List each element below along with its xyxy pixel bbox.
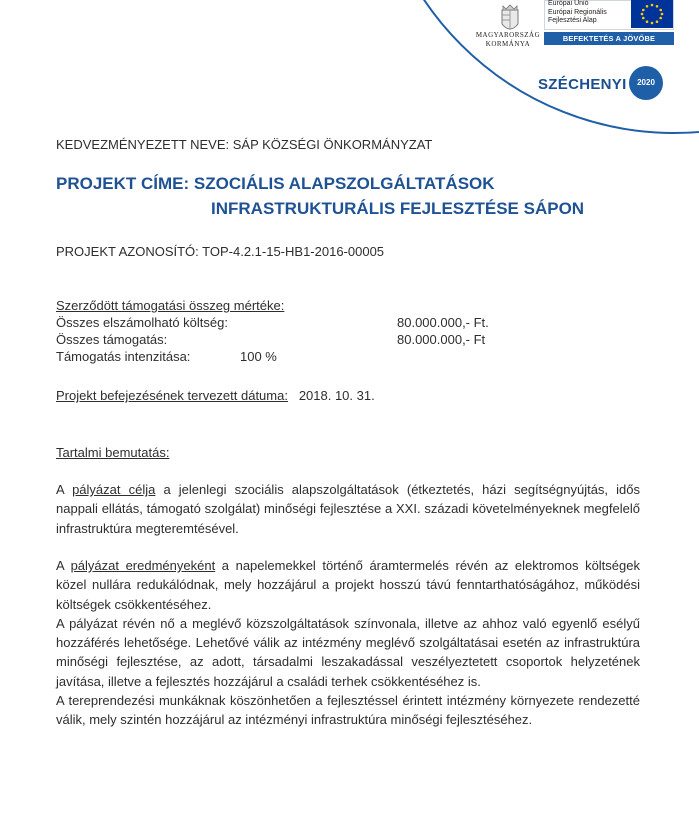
eu-logo-text xyxy=(548,0,630,26)
completion-label: Projekt befejezésének tervezett dátuma: xyxy=(56,388,288,403)
eu-line-1: Európai Unió xyxy=(548,0,589,7)
project-title-line-1: PROJEKT CÍME: SZOCIÁLIS ALAPSZOLGÁLTATÁSOK xyxy=(56,174,495,193)
szechenyi-logo-text: SZÉCHENYI xyxy=(538,76,627,93)
intensity-value: 100 % xyxy=(240,349,277,364)
p1-lead: A xyxy=(56,482,64,497)
p2-body: a napelemekkel történő áramtermelés révén az elektromos költségek közel nullára redukálódnak, mely hozzájárul a projekt hosszú távú fenntarthatóságához, működési költségek csökkentéséhez. xyxy=(56,558,640,612)
project-title-line-2: INFRASTRUKTURÁLIS FEJLESZTÉSE SÁPON xyxy=(211,199,585,218)
p2-underlined: pályázat eredményeként xyxy=(70,558,216,573)
eu-banner: BEFEKTETÉS A JÖVŐBE xyxy=(544,32,674,45)
completion-date: 2018. 10. 31. xyxy=(298,388,375,403)
beneficiary-name: KEDVEZMÉNYEZETT NEVE: SÁP KÖZSÉGI ÖNKORMÁNYZAT xyxy=(56,137,433,152)
paragraph-landscaping: A tereprendezési munkáknak köszönhetően a fejlesztéssel érintett intézmény környezete rendezetté válik, mely szintén hozzájárul az intézményi infrastruktúra minőségi fejlesztéséhez. xyxy=(56,693,640,728)
total-support-value: 80.000.000,- Ft xyxy=(397,332,486,347)
eu-flag-icon xyxy=(631,0,673,28)
completion-row xyxy=(56,387,375,404)
p1-underlined: pályázat célja xyxy=(72,482,156,497)
total-cost-label: Összes elszámolható költség: xyxy=(56,315,228,330)
funding-heading: Szerződött támogatási összeg mértéke: xyxy=(56,298,285,313)
hungarian-government-logo-text xyxy=(468,31,548,49)
total-cost-value: 80.000.000,- Ft. xyxy=(397,315,489,330)
total-support-label: Összes támogatás: xyxy=(56,332,168,347)
project-title xyxy=(56,171,656,221)
eu-line-3: Fejlesztési Alap xyxy=(548,17,597,25)
funding-section xyxy=(0,297,699,367)
paragraph-goal xyxy=(56,480,640,538)
intensity-label: Támogatás intenzitása: xyxy=(56,349,191,364)
project-identifier: PROJEKT AZONOSÍTÓ: TOP-4.2.1-15-HB1-2016-00005 xyxy=(56,244,385,259)
gov-line-1: MAGYARORSZÁG xyxy=(475,31,541,39)
p2-lead: A xyxy=(56,558,64,573)
paragraph-results xyxy=(56,556,640,730)
gov-line-2: KORMÁNYA xyxy=(485,40,531,48)
szechenyi-2020-badge: 2020 xyxy=(629,66,663,100)
paragraph-quality: A pályázat révén nő a meglévő közszolgáltatások színvonala, illetve az ahhoz való egyenlő esélyű hozzáférés lehetősége. Lehetővé válik az intézmény meglévő szolgáltatásai esetén az infrastruktúra minőségi fejlesztése, az adott, társadalmi leszakadással veszélyeztetett csoportok helyzetének javítása, illetve a fejlesztés hozzájárul a családi terhek csökkentéséhez is. xyxy=(56,615,640,689)
content-heading: Tartalmi bemutatás: xyxy=(56,445,170,460)
eu-line-2: Európai Regionális xyxy=(548,8,607,16)
p1-body: a jelenlegi szociális alapszolgáltatások (étkeztetés, házi segítségnyújtás, idős nappali ellátás, támogató szolgálat) minőségi fejlesztése a XXI. századi követelményeknek megfelelő infrastruktúra megteremtésével. xyxy=(56,482,640,536)
